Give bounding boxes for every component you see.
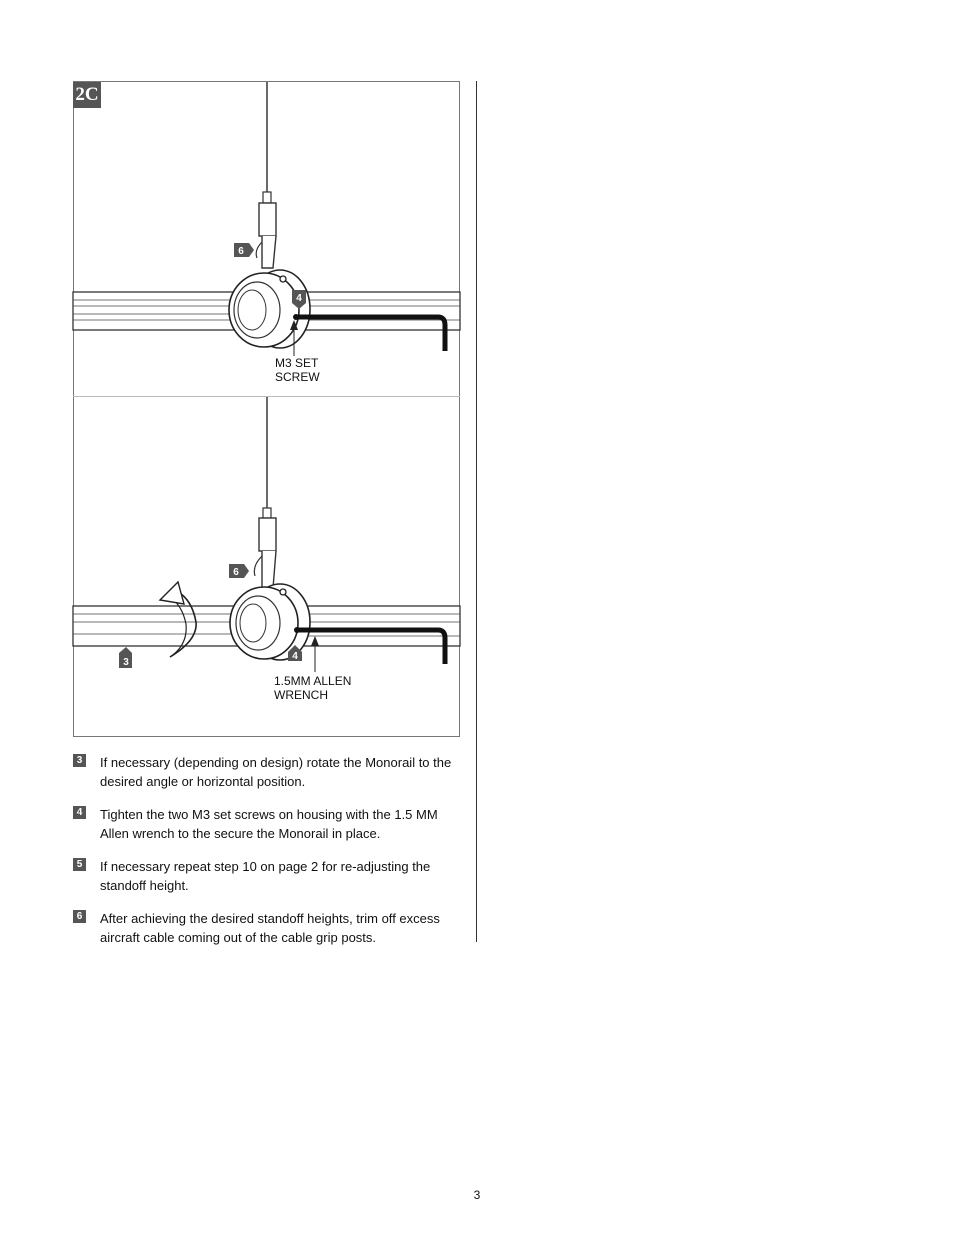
step-item-4	[73, 805, 458, 843]
svg-text:3: 3	[123, 657, 129, 668]
step-list	[73, 753, 458, 961]
marker-top-cable	[234, 243, 254, 257]
page-number: 3	[473, 1188, 481, 1202]
callout-set-screw	[275, 356, 320, 384]
top-assembly	[73, 82, 460, 356]
step-text: If necessary repeat step 10 on page 2 for re-adjusting the standoff height.	[100, 859, 431, 893]
step-text: If necessary (depending on design) rotate the Monorail to the desired angle or horizontal position.	[100, 755, 452, 789]
step-item-6	[73, 909, 458, 947]
svg-text:4: 4	[296, 293, 302, 304]
step-number-badge: 5	[73, 858, 86, 871]
svg-text:6: 6	[238, 246, 244, 257]
callout-allen-wrench-line1: 1.5MM ALLEN	[274, 674, 352, 688]
callout-allen-wrench-line2: WRENCH	[274, 688, 328, 702]
svg-text:6: 6	[233, 567, 239, 578]
callout-allen-wrench	[274, 674, 351, 702]
step-number-badge: 4	[73, 806, 86, 819]
marker-bottom-rotate	[119, 647, 132, 668]
callout-set-screw-line2: SCREW	[275, 370, 320, 384]
svg-text:4: 4	[292, 651, 298, 662]
callout-set-screw-line1: M3 SET	[275, 356, 319, 370]
step-item-3	[73, 753, 458, 791]
step-number-badge: 6	[73, 910, 86, 923]
step-item-5	[73, 857, 458, 895]
step-text: Tighten the two M3 set screws on housing with the 1.5 MM Allen wrench to the secure the Monorail in place.	[100, 807, 438, 841]
bottom-assembly	[73, 397, 460, 672]
figure-tag: 2C	[73, 82, 101, 108]
step-text: After achieving the desired standoff heights, trim off excess aircraft cable coming out of the cable grip posts.	[100, 911, 440, 945]
step-number-badge: 3	[73, 754, 86, 767]
marker-bottom-cable	[229, 564, 249, 578]
